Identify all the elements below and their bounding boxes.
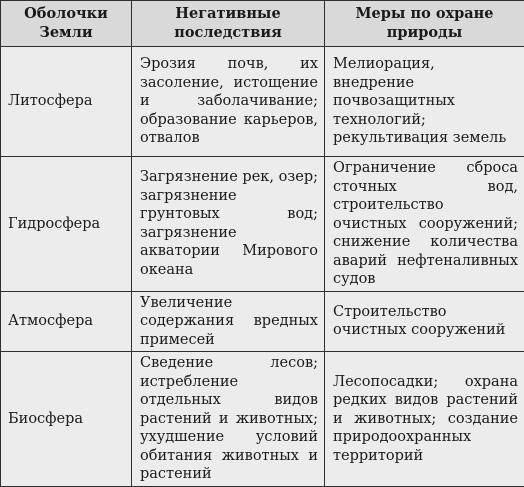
table-row-biosphere xyxy=(1,352,524,487)
consequences-cell: Сведение лесов; истребление отдельных видов растений и животных; ухудшение условий обитания животных и растений xyxy=(132,352,325,487)
measures-cell: Мелиорация, внедрение почвозащитных технологий; рекультивация земель xyxy=(325,47,524,157)
header-measures: Меры по охране природы xyxy=(325,1,524,47)
table-row-hydrosphere xyxy=(1,157,524,292)
header-consequences: Негативные последствия xyxy=(132,1,325,47)
consequences-cell: Эрозия почв, их засоление, истощение и заболачивание; образование карьеров, отвалов xyxy=(132,47,325,157)
consequences-cell: Загрязнение рек, озер; загрязнение грунтовых вод; загрязнение акватории Мирового океана xyxy=(132,157,325,292)
table-row-lithosphere xyxy=(1,47,524,157)
measures-cell: Ограничение сброса сточных вод, строительство очистных сооружений; снижение количества аварий нефтеналивных судов xyxy=(325,157,524,292)
measures-cell: Строительство очистных сооружений xyxy=(325,291,524,352)
shell-name: Биосфера xyxy=(1,352,132,487)
shell-name: Литосфера xyxy=(1,47,132,157)
consequences-cell: Увеличение содержания вредных примесей xyxy=(132,291,325,352)
table-header-row xyxy=(1,1,524,47)
table-row-atmosphere xyxy=(1,291,524,352)
measures-cell: Лесопосадки; охрана редких видов растений и животных; создание природоохранных территорий xyxy=(325,352,524,487)
shell-name: Атмосфера xyxy=(1,291,132,352)
shell-name: Гидросфера xyxy=(1,157,132,292)
header-shells: Оболочки Земли xyxy=(1,1,132,47)
